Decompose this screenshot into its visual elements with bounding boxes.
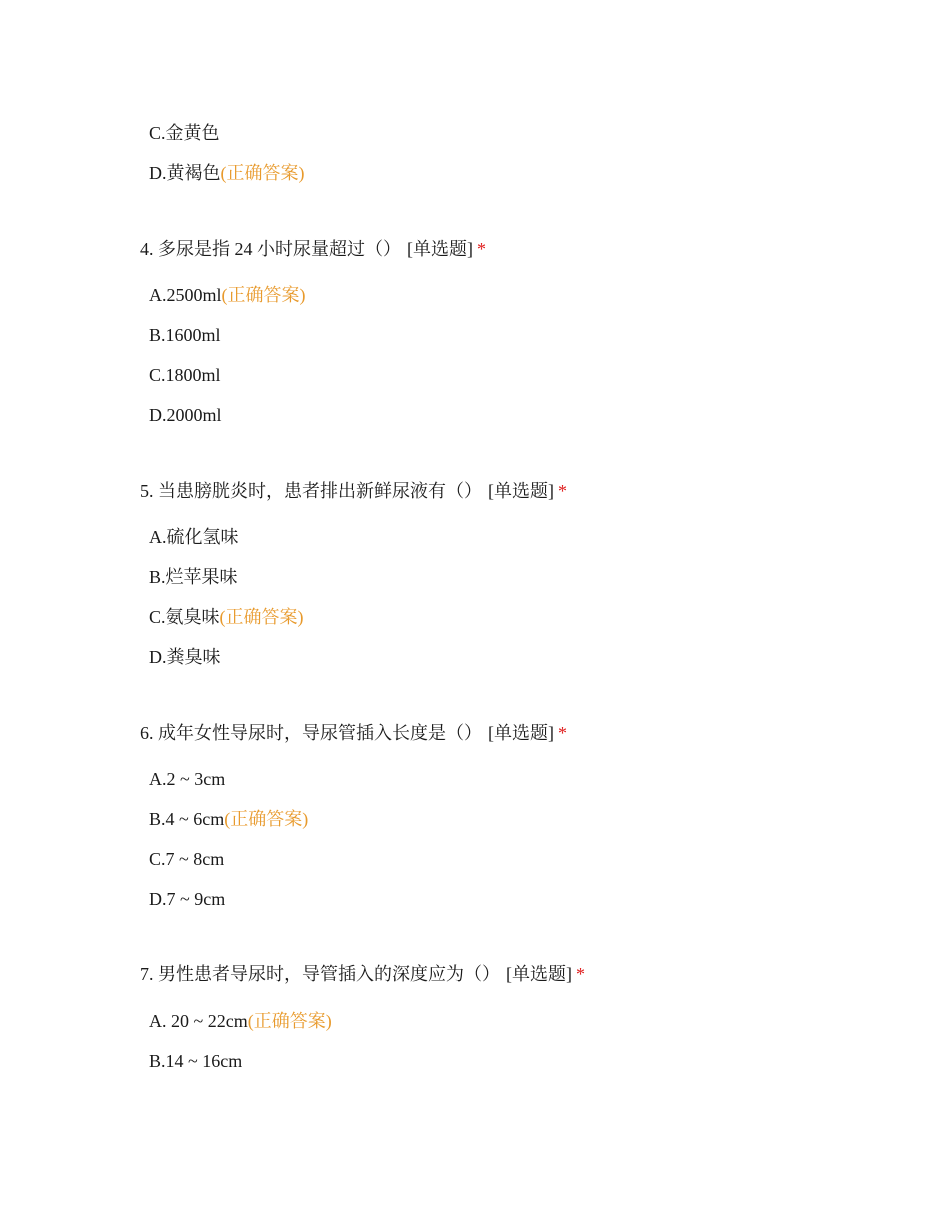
option-item: [149, 161, 305, 185]
option-text: A.2500ml: [149, 285, 222, 305]
correct-answer-mark: (正确答案): [221, 285, 306, 305]
question-text: 多尿是指 24 小时尿量超过（）: [158, 239, 401, 259]
option-text: B.4 ~ 6cm: [149, 809, 225, 829]
correct-answer-mark: (正确答案): [220, 163, 305, 183]
option-item: [149, 1049, 242, 1073]
option-text: C.氨臭味: [149, 607, 220, 627]
option-text: C.1800ml: [149, 365, 221, 385]
question-text: 男性患者导尿时，导管插入的深度应为（）: [158, 964, 500, 984]
option-item: [149, 403, 222, 427]
option-text: D.粪臭味: [149, 647, 221, 667]
question-title: [140, 721, 567, 745]
option-item: [149, 565, 238, 589]
required-mark: *: [558, 723, 567, 743]
question-type: [单选题]: [407, 239, 473, 259]
option-text: A.硫化氢味: [149, 527, 239, 547]
required-mark: *: [576, 964, 585, 984]
option-text: A.2 ~ 3cm: [149, 769, 226, 789]
correct-answer-mark: (正确答案): [219, 607, 304, 627]
option-item: [149, 645, 221, 669]
question-type: [单选题]: [488, 723, 554, 743]
option-item: [149, 807, 308, 831]
option-text: D.2000ml: [149, 405, 222, 425]
question-number: 7.: [140, 964, 154, 984]
option-item: [149, 767, 225, 791]
option-text: B.14 ~ 16cm: [149, 1051, 243, 1071]
question-type: [单选题]: [488, 481, 554, 501]
correct-answer-mark: (正确答案): [224, 809, 309, 829]
option-text: B.1600ml: [149, 325, 221, 345]
question-text: 当患膀胱炎时，患者排出新鲜尿液有（）: [158, 481, 482, 501]
question-title: [140, 479, 567, 503]
option-text: D.黄褐色: [149, 163, 221, 183]
question-number: 4.: [140, 239, 154, 259]
option-item: [149, 323, 221, 347]
question-title: [140, 237, 486, 261]
option-item: [149, 121, 220, 145]
option-item: [149, 1009, 332, 1033]
option-item: [149, 887, 225, 911]
required-mark: *: [558, 481, 567, 501]
option-item: [149, 605, 304, 629]
question-type: [单选题]: [506, 964, 572, 984]
option-item: [149, 363, 221, 387]
option-text: C.金黄色: [149, 123, 220, 143]
question-text: 成年女性导尿时，导尿管插入长度是（）: [158, 723, 482, 743]
question-title: [140, 962, 585, 986]
option-text: C.7 ~ 8cm: [149, 849, 225, 869]
option-item: [149, 525, 239, 549]
question-number: 6.: [140, 723, 154, 743]
question-number: 5.: [140, 481, 154, 501]
correct-answer-mark: (正确答案): [247, 1011, 332, 1031]
option-item: [149, 283, 306, 307]
required-mark: *: [477, 239, 486, 259]
option-text: A. 20 ~ 22cm: [149, 1011, 248, 1031]
option-item: [149, 847, 224, 871]
option-text: D.7 ~ 9cm: [149, 889, 226, 909]
option-text: B.烂苹果味: [149, 567, 238, 587]
